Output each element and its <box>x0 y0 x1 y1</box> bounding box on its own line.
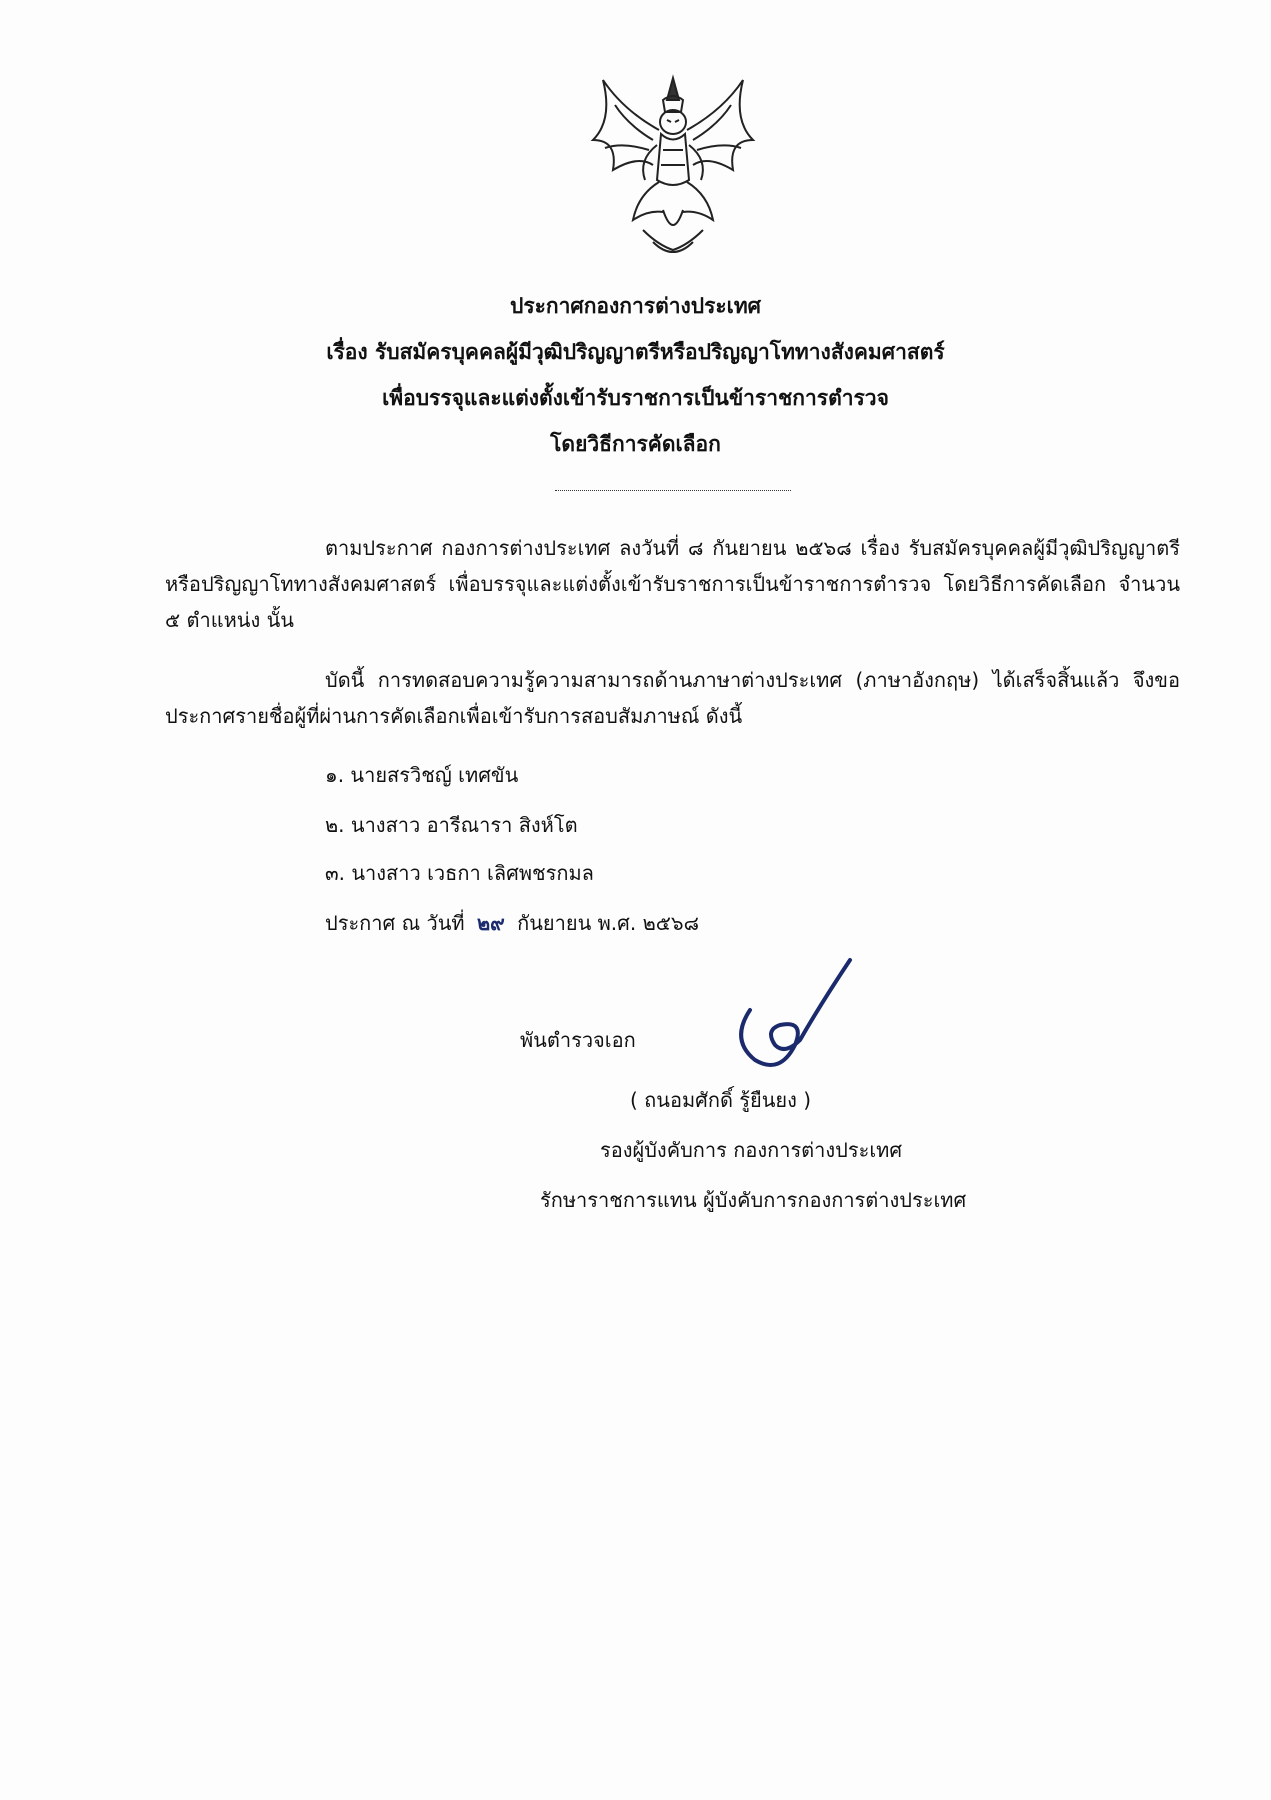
paragraph-reference-text: ตามประกาศ กองการต่างประเทศ ลงวันที่ ๘ กันยายน ๒๕๖๘ เรื่อง รับสมัครบุคคลผู้มีวุฒิปริญญาตรีหรือปริญญาโททางสังคมศาสตร์ เพื่อบรรจุและแต่งตั้งเข้ารับราชการเป็นข้าราชการตำรวจ โดยวิธีการคัดเลือก จำนวน ๕ ตำแหน่ง นั้น <box>165 536 1180 632</box>
subject-line-3: โดยวิธีการคัดเลือก <box>550 432 721 456</box>
garuda-emblem-icon <box>583 70 763 265</box>
candidate-item: ๓. นางสาว เวธกา เลิศพชรกมล <box>325 861 594 885</box>
paragraph-reference <box>165 530 1180 638</box>
announcement-date <box>325 908 699 938</box>
paragraph-result-text: บัดนี้ การทดสอบความรู้ความสามารถด้านภาษาต่างประเทศ (ภาษาอังกฤษ) ได้เสร็จสิ้นแล้ว จึงขอประกาศรายชื่อผู้ที่ผ่านการคัดเลือกเพื่อเข้ารับการสอบสัมภาษณ์ ดังนี้ <box>165 668 1180 728</box>
signatory-name: ( ถนอมศักดิ์ รู้ยืนยง ) <box>630 1088 812 1112</box>
signatory-rank: พันตำรวจเอก <box>520 1028 636 1052</box>
signatory-acting-position: รักษาราชการแทน ผู้บังคับการกองการต่างประเทศ <box>540 1188 967 1212</box>
date-day: ๒๙ <box>476 911 505 935</box>
subject-line-1: เรื่อง รับสมัครบุคคลผู้มีวุฒิปริญญาตรีหรือปริญญาโททางสังคมศาสตร์ <box>326 340 945 364</box>
candidate-item: ๒. นางสาว อารีณารา สิงห์โต <box>325 813 578 837</box>
announcement-title: ประกาศกองการต่างประเทศ <box>509 294 761 318</box>
paragraph-result <box>165 662 1180 734</box>
date-prefix: ประกาศ ณ วันที่ <box>325 911 465 935</box>
date-suffix: กันยายน พ.ศ. ๒๕๖๘ <box>517 911 700 935</box>
signatory-position: รองผู้บังคับการ กองการต่างประเทศ <box>600 1138 903 1162</box>
candidate-item: ๑. นายสรวิชญ์ เทศขัน <box>325 763 519 787</box>
subject-line-2: เพื่อบรรจุและแต่งตั้งเข้ารับราชการเป็นข้าราชการตำรวจ <box>382 386 889 410</box>
handwritten-signature-icon <box>720 950 860 1080</box>
dotted-divider <box>555 490 791 491</box>
